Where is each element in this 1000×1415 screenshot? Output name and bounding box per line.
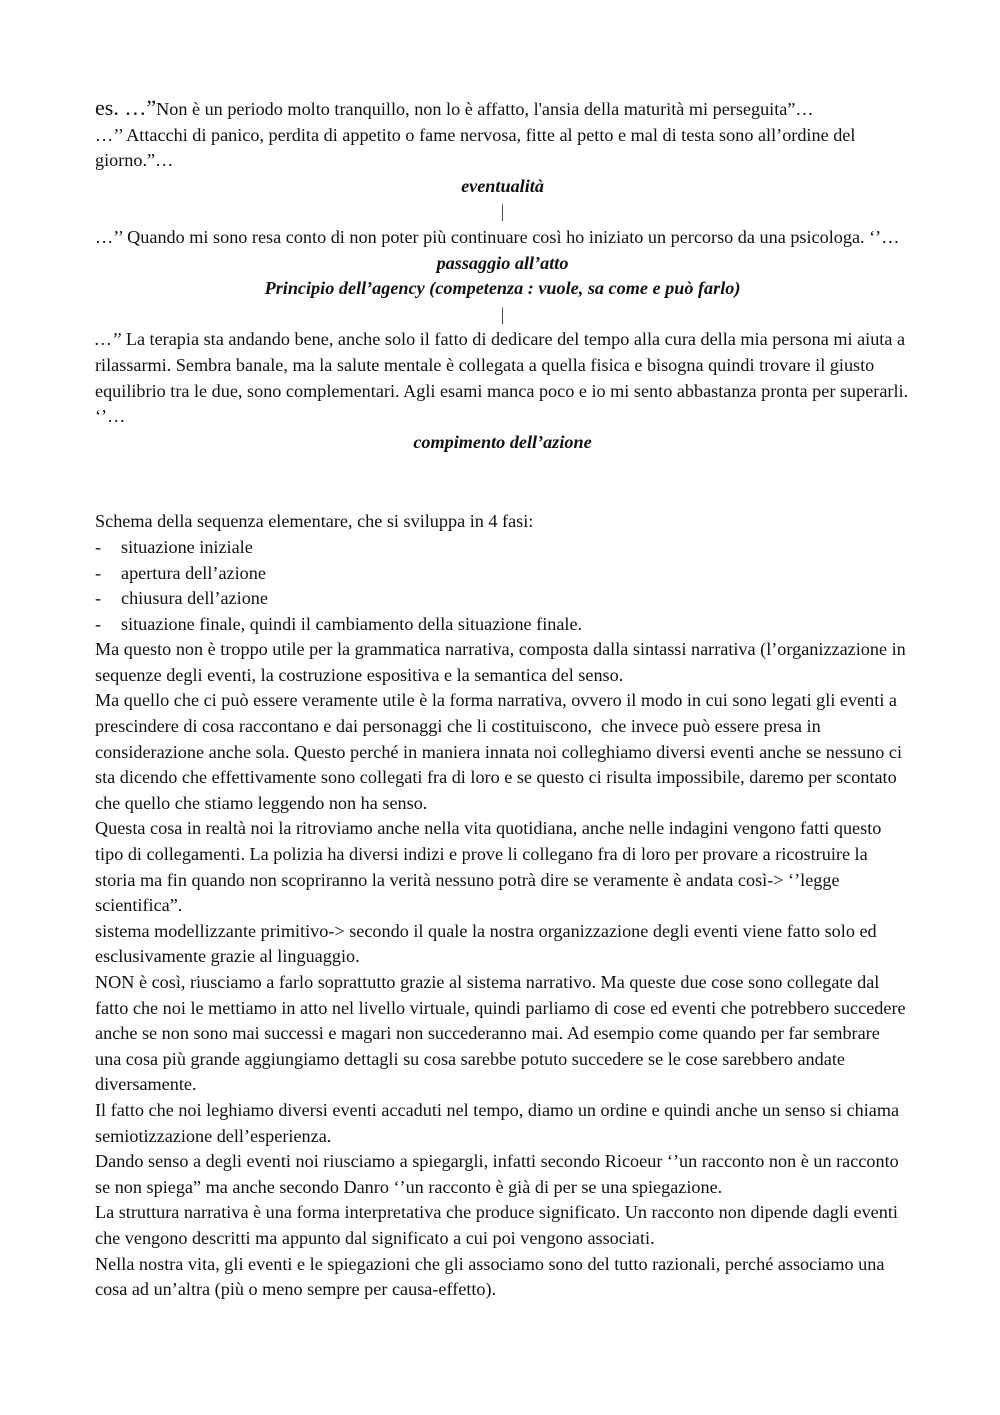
list-item: [95, 586, 910, 612]
dash-bullet: -: [95, 588, 102, 609]
body-paragraph-2: Ma quello che ci può essere veramente utile è la forma narrativa, ovvero il modo in cui sono legati gli eventi a prescindere di cosa raccontano e dai personaggi che li costituiscono, che invece può essere presa in considerazione anche sola. Questo perché in maniera innata noi colleghiamo diversi eventi anche se nessuno ci sta dicendo che effettivamente sono collegati fra di loro e se questo ci risulta impossibile, daremo per scontato che quello che stiamo leggendo non ha senso.: [95, 690, 907, 813]
list-item-text: apertura dell’azione: [121, 562, 266, 583]
quote-paragraph-1: [95, 95, 910, 123]
body-paragraph-6: Il fatto che noi leghiamo diversi eventi accaduti nel tempo, diamo un ordine e quindi anche un senso si chiama semiotizzazione dell’esperienza.: [95, 1099, 904, 1146]
schema-intro: Schema della sequenza elementare, che si sviluppa in 4 fasi:: [95, 511, 534, 532]
body-paragraph-7: Dando senso a degli eventi noi riusciamo a spiegargli, infatti secondo Ricoeur ‘’un racconto non è un racconto se non spiega” ma anche secondo Danro ‘’un racconto è già di per se una spiegazione.: [95, 1151, 904, 1197]
list-item: [95, 535, 910, 561]
quote-paragraph-2: …’’ Attacchi di panico, perdita di appetito o fame nervosa, fitte al petto e mal di testa sono all’ordine del giorno.”…: [95, 124, 860, 171]
body-paragraph-1: Ma questo non è troppo utile per la grammatica narrativa, composta dalla sintassi narrativa (l’organizzazione in sequenze degli eventi, la costruzione espositiva e la semantica del senso.: [95, 639, 911, 685]
spacer: [95, 455, 910, 509]
body-paragraph-9: Nella nostra vita, gli eventi e le spiegazioni che gli associamo sono del tutto razionali, perché associamo una cosa ad un’altra (più o meno sempre per causa-effetto).: [95, 1253, 889, 1300]
quote-paragraph-3: …’’ Quando mi sono resa conto di non poter più continuare così ho iniziato un percorso da una psicologa. ‘’…: [95, 226, 900, 247]
body-paragraph-3: Questa cosa in realtà noi la ritroviamo anche nella vita quotidiana, anche nelle indagini vengono fatti questo tipo di collegamenti. La polizia ha diversi indizi e prove li collegano fra di loro per provare a ricostruire la storia ma fin quando non scopriranno la verità nessuno potrà dire se veramente è andata così-> ‘’legge scientifica”.: [95, 818, 886, 916]
label-eventualita: eventualità: [461, 175, 544, 196]
body-paragraph-8: La struttura narrativa è una forma interpretativa che produce significato. Un racconto non dipende dagli eventi che vengono descritti ma appunto dal significato a cui poi vengono associati.: [95, 1202, 903, 1248]
label-compimento: compimento dell’azione: [413, 431, 592, 452]
list-item-text: situazione finale, quindi il cambiamento della situazione finale.: [121, 613, 583, 634]
separator-pipe: |: [500, 303, 505, 324]
dash-bullet: -: [95, 613, 102, 634]
quote-paragraph-4: [95, 327, 913, 429]
list-item: [95, 612, 910, 638]
quote-text: La terapia sta andando bene, anche solo il fatto di dedicare del tempo alla cura della mia persona mi aiuta a rilassarmi. Sembra banale, ma la salute mentale è collegata a quella fisica e bisogna quindi trovare il giusto equilibrio tra le due, sono complementari. Agli esami manca poco e io mi sento abbastanza pronta per superarli. ‘’…: [95, 329, 913, 427]
quote-text: Non è un periodo molto tranquillo, non lo è affatto, l'ansia della maturità mi perseguita”…: [156, 99, 814, 119]
list-item-text: chiusura dell’azione: [121, 588, 268, 609]
list-item: [95, 561, 910, 587]
separator-pipe: |: [500, 201, 505, 222]
list-item-text: situazione iniziale: [121, 536, 253, 557]
quote-lead: es. …”: [95, 95, 157, 120]
body-paragraph-5: NON è così, riusciamo a farlo soprattutto grazie al sistema narrativo. Ma queste due cose sono collegate dal fatto che noi le mettiamo in atto nel livello virtuale, quindi parliamo di cose ed eventi che potrebbero succedere anche se non sono mai successi e magari non succederanno mai. Ad esempio come quando per far sembrare una cosa più grande aggiungiamo dettagli su cosa sarebbe potuto succedere se le cose sarebbero andate diversamente.: [95, 972, 911, 1095]
document-page: [95, 95, 913, 1303]
quote-lead: …’’: [95, 329, 122, 350]
dash-bullet: -: [95, 536, 102, 557]
dash-bullet: -: [95, 562, 102, 583]
schema-list: [95, 535, 910, 637]
label-passaggio: passaggio all’atto: [436, 252, 569, 273]
body-paragraph-4: sistema modellizzante primitivo-> secondo il quale la nostra organizzazione degli eventi viene fatto solo ed esclusivamente grazie al linguaggio.: [95, 920, 882, 967]
label-agency: Principio dell’agency (competenza : vuole, sa come e può farlo): [264, 278, 741, 299]
